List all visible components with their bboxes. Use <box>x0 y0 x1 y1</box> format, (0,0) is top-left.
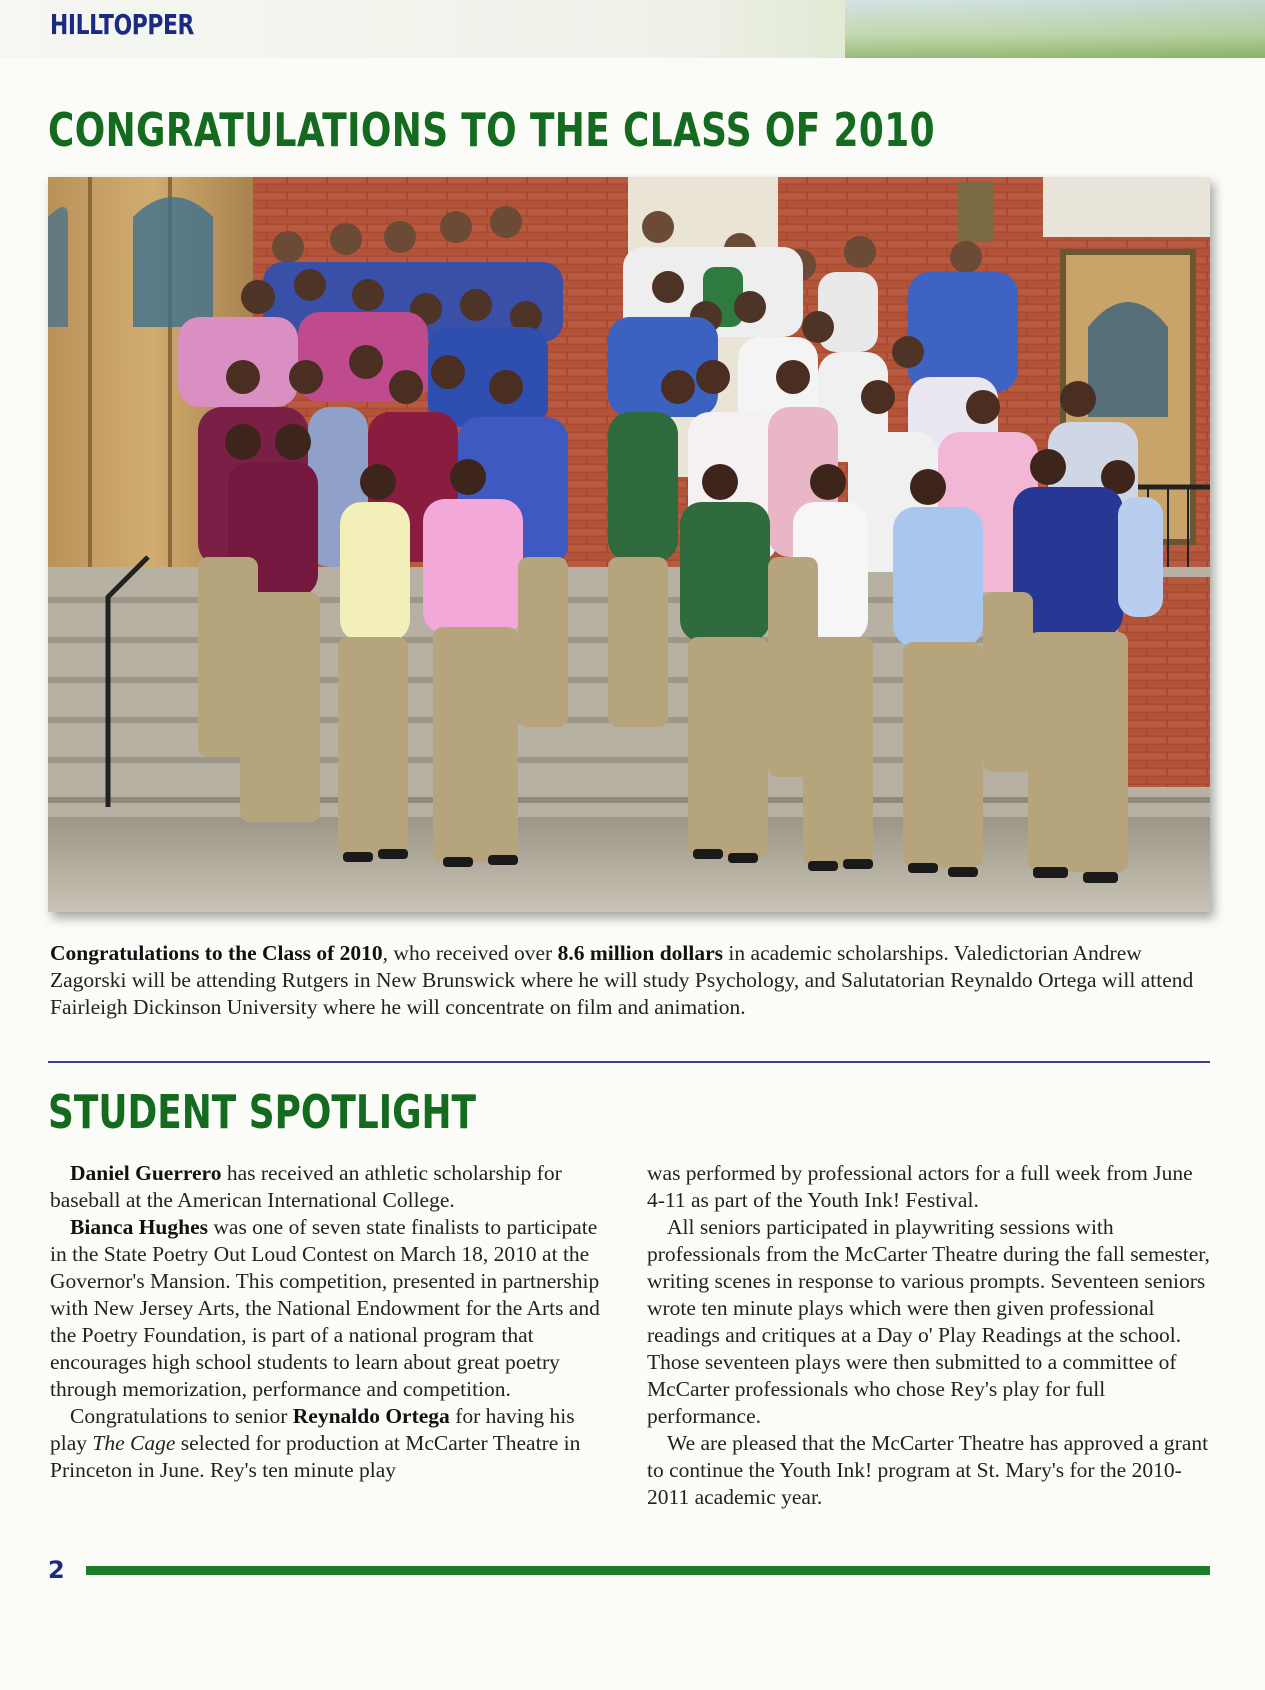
caption-text-1: , who received over <box>382 941 558 965</box>
play-title: The Cage <box>92 1431 176 1455</box>
paragraph-text: has received an athletic scholarship for baseball at the American International College. <box>50 1161 562 1212</box>
spotlight-paragraph-hughes <box>50 1214 615 1403</box>
photo-caption <box>50 940 1210 1021</box>
student-name: Bianca Hughes <box>70 1215 208 1239</box>
spotlight-column-left <box>50 1160 615 1484</box>
student-name: Reynaldo Ortega <box>292 1404 450 1428</box>
feature-headline: CONGRATULATIONS TO THE CLASS OF 2010 <box>48 103 935 157</box>
paragraph-text: was one of seven state finalists to participate in the State Poetry Out Loud Contest on March 18, 2010 at the Governor's Mansion. This competition, presented in partnership with New Jersey Arts, the National Endowment for the Arts and the Poetry Foundation, is part of a national program that encourages high school students to learn about great poetry through memorization, performance and competition. <box>50 1215 600 1401</box>
masthead-brand: HILLTOPPER <box>50 8 194 41</box>
caption-lead: Congratulations to the Class of 2010 <box>50 941 383 965</box>
page-number: 2 <box>48 1556 65 1584</box>
student-name: Daniel Guerrero <box>70 1161 222 1185</box>
spotlight-paragraph-guerrero <box>50 1160 615 1214</box>
masthead <box>0 0 1265 58</box>
paragraph-text: Congratulations to senior <box>70 1404 293 1428</box>
section-divider <box>48 1061 1210 1063</box>
spotlight-column-right <box>647 1160 1212 1511</box>
paragraph-text: selected for production at McCarter Theatre in Princeton in June. Rey's ten minute play <box>50 1431 581 1482</box>
caption-text-2: in academic scholarships. Valedictorian Andrew Zagorski will be attending Rutgers in New Brunswick where he will study Psychology, and Salutatorian Reynaldo Ortega will attend Fairleigh Dickinson University where he will concentrate on film and animation. <box>50 941 1194 1019</box>
caption-amount: 8.6 million dollars <box>557 941 724 965</box>
spotlight-title: STUDENT SPOTLIGHT <box>48 1085 477 1139</box>
class-group-photo <box>48 177 1210 912</box>
spotlight-paragraph-continued: was performed by professional actors for a full week from June 4-11 as part of the Youth Ink! Festival. <box>647 1161 1193 1212</box>
spotlight-paragraph-grant: We are pleased that the McCarter Theatre has approved a grant to continue the Youth Ink! program at St. Mary's for the 2010-2011 academic year. <box>647 1431 1209 1509</box>
masthead-landscape-image <box>845 0 1265 58</box>
paragraph-text: for having his play <box>50 1404 575 1455</box>
spotlight-paragraph-playwriting: All seniors participated in playwriting sessions with professionals from the McCarter Theatre during the fall semester, writing scenes in response to various prompts. Seventeen seniors wrote ten minute plays which were then given professional readings and critiques at a Day o' Play Readings at the school. Those seventeen plays were then submitted to a committee of McCarter professionals who chose Rey's play for full performance. <box>647 1215 1210 1428</box>
footer-rule <box>86 1566 1210 1575</box>
spotlight-paragraph-ortega <box>50 1403 615 1484</box>
